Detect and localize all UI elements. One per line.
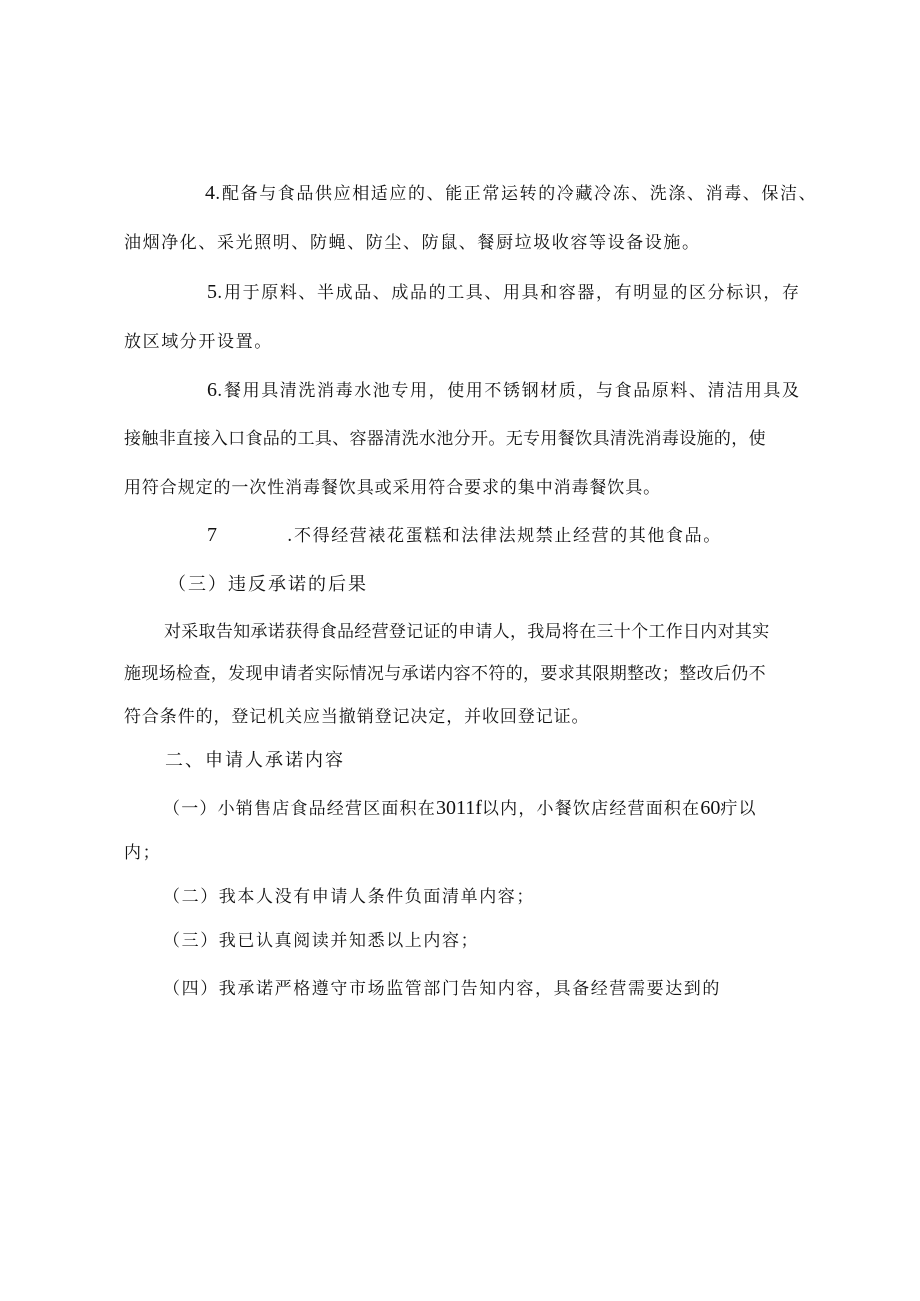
section-3-paragraph-line-3: 符合条件的，登记机关应当撤销登记决定，并收回登记证。 xyxy=(124,707,590,727)
section-3-heading: （三）违反承诺的后果 xyxy=(168,574,368,595)
item-6-line-1 xyxy=(207,378,801,403)
item-5-line-1 xyxy=(207,280,801,305)
promise-1-area-1: 3011f xyxy=(436,797,482,819)
promise-1-line-2: 内； xyxy=(124,843,162,863)
item-5-line-2: 放区域分开设置。 xyxy=(124,332,273,352)
promise-1-line-1 xyxy=(163,796,757,821)
item-6-line-3: 用符合规定的一次性消毒餐饮具或采用符合要求的集中消毒餐饮具。 xyxy=(124,478,661,498)
item-6-line-2: 接触非直接入口食品的工具、容器清洗水池分开。无专用餐饮具清洗消毒设施的，使 xyxy=(124,429,766,449)
item-5-number: 5 xyxy=(207,281,217,303)
item-5-text-1: .用于原料、半成品、成品的工具、用具和容器，有明显的区分标识，存 xyxy=(217,283,801,303)
item-6-text-1: .餐用具清洗消毒水池专用，使用不锈钢材质，与食品原料、清洁用具及 xyxy=(217,381,801,401)
item-4-line-1 xyxy=(205,181,817,206)
section-3-paragraph-line-2: 施现场检查，发现申请者实际情况与承诺内容不符的，要求其限期整改；整改后仍不 xyxy=(124,664,766,684)
promise-1-mid: 以内，小餐饮店经营面积在 xyxy=(481,799,701,819)
promise-2: （二）我本人没有申请人条件负面清单内容； xyxy=(163,887,535,907)
item-7-text-1: .不得经营裱花蛋糕和法律法规禁止经营的其他食品。 xyxy=(287,526,722,546)
item-4-line-2: 油烟净化、采光照明、防蝇、防尘、防鼠、餐厨垃圾收容等设备设施。 xyxy=(124,233,701,253)
promise-1-area-2: 60 xyxy=(700,797,721,819)
promise-4: （四）我承诺严格遵守市场监管部门告知内容，具备经营需要达到的 xyxy=(163,979,721,999)
item-6-number: 6 xyxy=(207,379,217,401)
section-two-heading: 二、申请人承诺内容 xyxy=(165,750,345,771)
promise-1-suffix: 疔以 xyxy=(720,799,757,819)
item-7-number: 7 xyxy=(207,524,217,546)
item-4-text-1: .配备与食品供应相适应的、能正常运转的冷藏冷冻、洗涤、消毒、保洁、 xyxy=(215,184,818,204)
section-3-paragraph-line-1: 对采取告知承诺获得食品经营登记证的申请人，我局将在三十个工作日内对其实 xyxy=(164,622,770,642)
promise-3: （三）我已认真阅读并知悉以上内容； xyxy=(163,931,480,951)
promise-1-prefix: （一）小销售店食品经营区面积在 xyxy=(163,799,436,819)
item-4-number: 4 xyxy=(205,182,215,204)
item-7-line-1 xyxy=(207,523,722,548)
